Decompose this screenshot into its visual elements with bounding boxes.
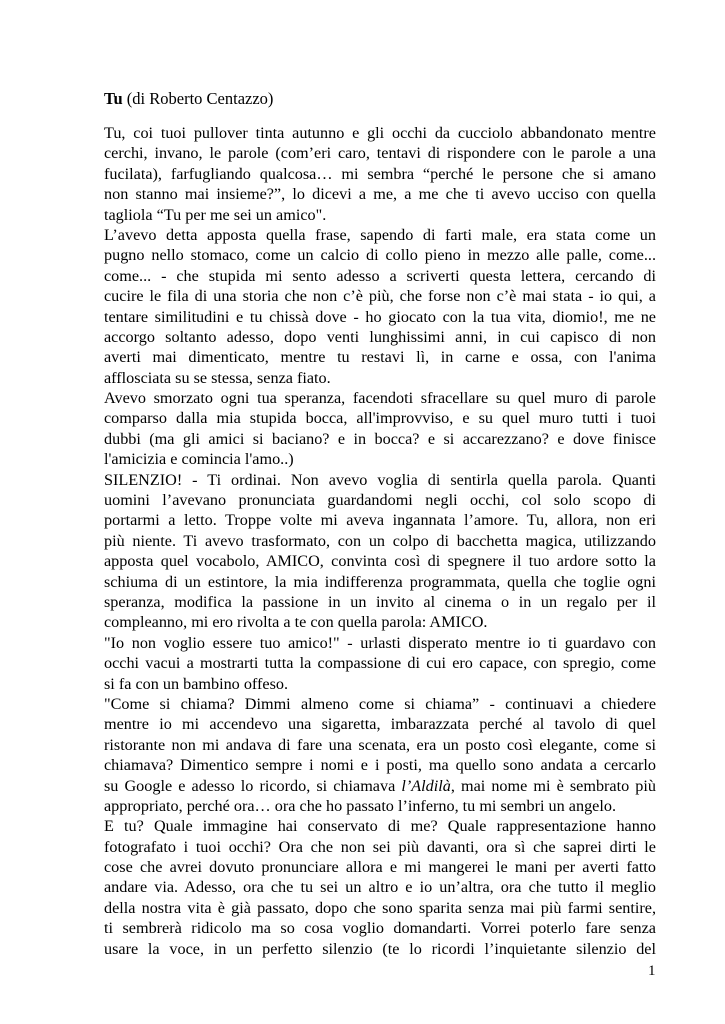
text-line: cucire le fila di una storia che non c’è più, che forse non c’è mai stata - io qui, a [104, 287, 656, 306]
text-line: mentre io mi accendevo una sigaretta, imbarazzata perché al tavolo di quel [104, 715, 656, 734]
text-line: ti sembrerà ridicolo ma so cosa voglio domandarti. Vorrei poterlo fare senza [104, 919, 656, 938]
text-line: "Come si chiama? Dimmi almeno come si chiama” - continuavi a chiedere [104, 694, 656, 713]
text-line: afflosciata su se stessa, senza fiato. [104, 368, 331, 387]
text-line: Tu, coi tuoi pullover tinta autunno e gli occhi da cucciolo abbandonato mentre [104, 124, 656, 142]
text-line: non stanno mai insieme?”, lo dicevi a me, a me che ti avevo ucciso con quella [104, 185, 656, 204]
text-line: E tu? Quale immagine hai conservato di me? Quale rappresentazione hanno [104, 817, 656, 836]
text-line: cose che avrei dovuto pronunciare allora e mi mangerei le mani per averti fatto [104, 858, 656, 877]
text-line: schiuma di un estintore, la mia indifferenza programmata, quella che toglie ogni [104, 572, 656, 591]
text-line: più niente. Ti avevo trasformato, con un colpo di bacchetta magica, utilizzando [104, 531, 656, 550]
text-line: SILENZIO! - Ti ordinai. Non avevo voglia di sentirla quella parola. Quanti [104, 470, 656, 489]
text-line: cerchi, invano, le parole (com’eri caro, tentavi di rispondere con le parole a una [104, 144, 656, 163]
text-line: chiamava? Dimentico sempre i nomi e i posti, ma quello sono andata a cercarlo [104, 756, 656, 775]
text-line: tagliola “Tu per me sei un amico". [104, 205, 327, 224]
text-line: usare la voce, in un perfetto silenzio (te lo ricordi l’inquietante silenzio del [104, 939, 656, 958]
text-line: andare via. Adesso, ora che tu sei un altro e io un’altra, ora che tutto il meglio [104, 878, 656, 897]
text-line: apposta quel vocabolo, AMICO, convinta così di spegnere il tuo ardore sotto la [104, 552, 656, 571]
text-line: compleanno, mi ero rivolta a te con quella parola: AMICO. [104, 613, 488, 632]
text-line: comparso dalla mia stupida bocca, all'improvviso, e su quel muro tutti i tuoi [104, 409, 656, 428]
text-line: Avevo smorzato ogni tua speranza, facendoti sfracellare su quel muro di parole [104, 389, 656, 408]
text-segment: , mai nome mi è sembrato più [450, 776, 656, 795]
italic-place-name: l’Aldilà [401, 776, 451, 795]
text-segment: su Google e adesso lo ricordo, si chiamava [104, 776, 402, 795]
title-bold: Tu [104, 89, 123, 108]
text-line: speranza, modifica la passione in un invito al cinema o in un regalo per il [104, 592, 656, 611]
document-title [104, 88, 273, 110]
text-line: della nostra vita è già passato, dopo che sono sparita senza mai più farmi sentire, [104, 898, 656, 917]
text-line: uomini l’avevano pronunciata guardandomi negli occhi, col solo scopo di [104, 491, 656, 510]
text-line: averti mai dimenticato, mentre tu restavi lì, in carne e ossa, con l'anima [104, 348, 656, 367]
text-line: pugno nello stomaco, come un calcio di collo pieno in mezzo alle palle, come... [104, 246, 656, 265]
body-text [104, 123, 656, 959]
text-line: occhi vacui a mostrarti tutta la compassione di cui ero capace, con spregio, come [104, 654, 656, 673]
text-line: "Io non voglio essere tuo amico!" - urlasti disperato mentre io ti guardavo con [104, 633, 656, 652]
text-line: ristorante non mi andava di fare una scenata, era un posto così elegante, come si [104, 735, 656, 754]
text-line: fucilata), farfugliando qualcosa… mi sembra “perché le persone che si amano [104, 164, 656, 183]
text-line: accorgo soltanto adesso, dopo venti lunghissimi anni, in cui capisco di non [104, 327, 656, 346]
text-line: tentare similitudini e tu chissà dove - ho giocato con la tua vita, diomio!, me ne [104, 307, 656, 326]
page-number: 1 [648, 963, 656, 979]
text-line: fotografato i tuoi occhi? Ora che non sei più davanti, ora sì che saprei dirti le [104, 837, 656, 856]
text-line: L’avevo detta apposta quella frase, sapendo di farti male, era stata come un [104, 225, 656, 244]
text-line [104, 776, 656, 796]
text-line: si fa con un bambino offeso. [104, 674, 289, 693]
text-line: come... - che stupida mi sento adesso a scriverti questa lettera, cercando di [104, 266, 656, 285]
text-line: appropriato, perché ora… ora che ho passato l’inferno, tu mi sembri un angelo. [104, 796, 616, 815]
text-line: portarmi a letto. Troppe volte mi aveva ingannata l’amore. Tu, allora, non eri [104, 511, 656, 530]
title-author: (di Roberto Centazzo) [122, 89, 274, 108]
text-line: dubbi (ma gli amici si baciano? e in bocca? e si accarezzano? e dove finisce [104, 429, 656, 448]
text-line: l'amicizia e comincia l'amo..) [104, 450, 294, 469]
